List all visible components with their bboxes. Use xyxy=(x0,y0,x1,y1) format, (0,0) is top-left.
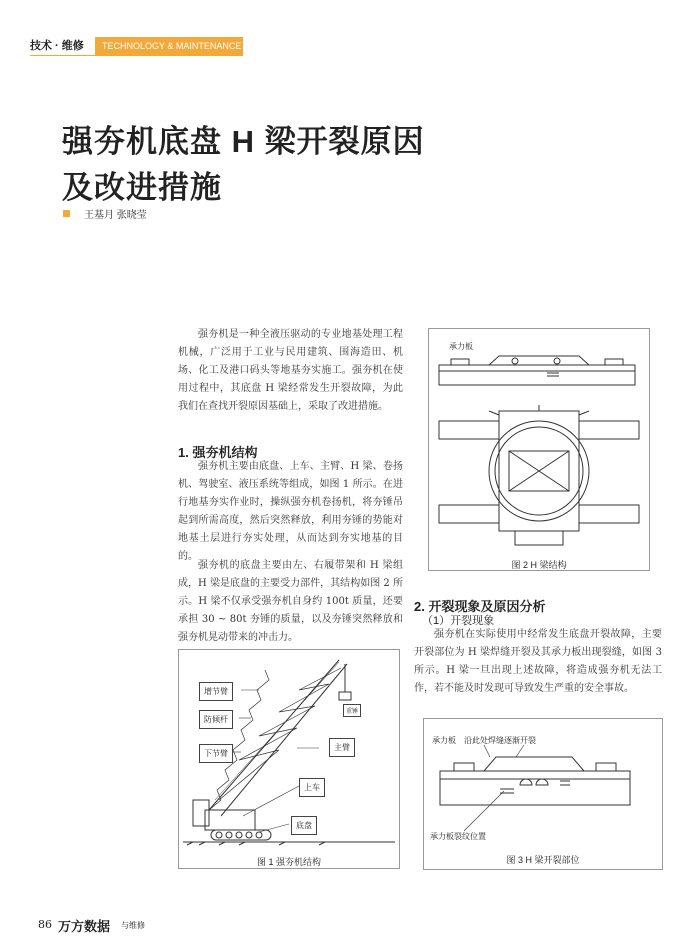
section2-paragraph1: 强夯机在实际使用中经常发生底盘开裂故障，主要开裂部位为 H 梁焊缝开裂及其承力板出现裂缝，如图 3 所示。H 梁一旦出现上述故障，将造成强夯机无法工作，若不能及时发现可导致发生严重的安全事故。 xyxy=(414,629,662,694)
section1-paragraph1: 强夯机主要由底盘、上车、主臂、H 梁、卷扬机、驾驶室、液压系统等组成，如图 1 所示。在进行地基夯实作业时，操纵强夯机卷扬机，将夯锤吊起到所需高度，然后突然释放，利用夯锤的势能对地基土层进行夯实处理，从而达到夯实地基的目的。 xyxy=(178,461,403,562)
article-title-line2: 及改进措施 xyxy=(62,170,222,205)
article-title-line1: 强夯机底盘 H 梁开裂原因 xyxy=(62,124,425,159)
section-label-cn: 技术 · 维修 xyxy=(30,37,92,55)
section2-heading: 2. 开裂现象及原因分析 xyxy=(414,599,546,614)
page-number: 86 xyxy=(38,918,52,931)
figure2-caption: 图 2 H 梁结构 xyxy=(511,560,567,570)
fig1-label-weight: 重锤 xyxy=(343,704,361,717)
fig1-label-upper-car: 上车 xyxy=(299,778,325,797)
h-beam-drawing xyxy=(429,329,649,570)
fig1-label-main-boom: 主臂 xyxy=(329,738,355,757)
figure1-caption: 图 1 强夯机结构 xyxy=(256,857,321,867)
author-marker xyxy=(63,210,70,217)
section2-subheading: （1）开裂现象 xyxy=(422,615,495,627)
intro-paragraph: 强夯机是一种全液压驱动的专业地基处理工程机械，广泛用于工业与民用建筑、围海造田、机场、化工及港口码头等地基夯实施工。强夯机在使用过程中，其底盘 H 梁经常发生开裂故障，为此我们在查找开裂原因基础上，采取了改进措施。 xyxy=(178,329,403,412)
figure3-caption: 图 3 H 梁开裂部位 xyxy=(506,855,580,865)
fig3-label-crack: 承力板裂纹位置 xyxy=(430,832,486,841)
fig3-label-weld: 沿此处焊缝逐渐开裂 xyxy=(464,736,536,745)
fig1-label-anti-tip: 防倾杆 xyxy=(199,710,233,729)
authors: 王基月 张晓莹 xyxy=(84,210,147,221)
figure3 xyxy=(423,718,663,870)
fig1-label-lower-boom: 下节臂 xyxy=(199,744,233,763)
footer-suffix: 与维修 xyxy=(121,921,145,930)
fig1-label-upper-boom: 增节臂 xyxy=(199,682,233,701)
section1-heading: 1. 强夯机结构 xyxy=(178,445,258,460)
fig3-label-plate: 承力板 xyxy=(432,736,456,745)
h-beam-crack-drawing xyxy=(424,719,662,869)
figure2 xyxy=(428,328,650,571)
fig2-label-plate: 承力板 xyxy=(449,342,473,351)
section1-paragraph2: 强夯机的底盘主要由左、右履带架和 H 梁组成，H 梁是底盘的主要受力部件，其结构如图 2 所示。H 梁不仅承受强夯机自身约 100t 质量，还要承担 30 ~ 80t 夯锤的质量，以及夯锤突然释放和强夯机晃动带来的冲击力。 xyxy=(178,560,403,643)
fig1-label-chassis: 底盘 xyxy=(291,816,317,835)
footer-brand: 万方数据 xyxy=(58,919,111,934)
header-divider xyxy=(30,55,243,56)
section-label-en: TECHNOLOGY & MAINTENANCE xyxy=(95,37,243,55)
figure1 xyxy=(178,649,400,869)
